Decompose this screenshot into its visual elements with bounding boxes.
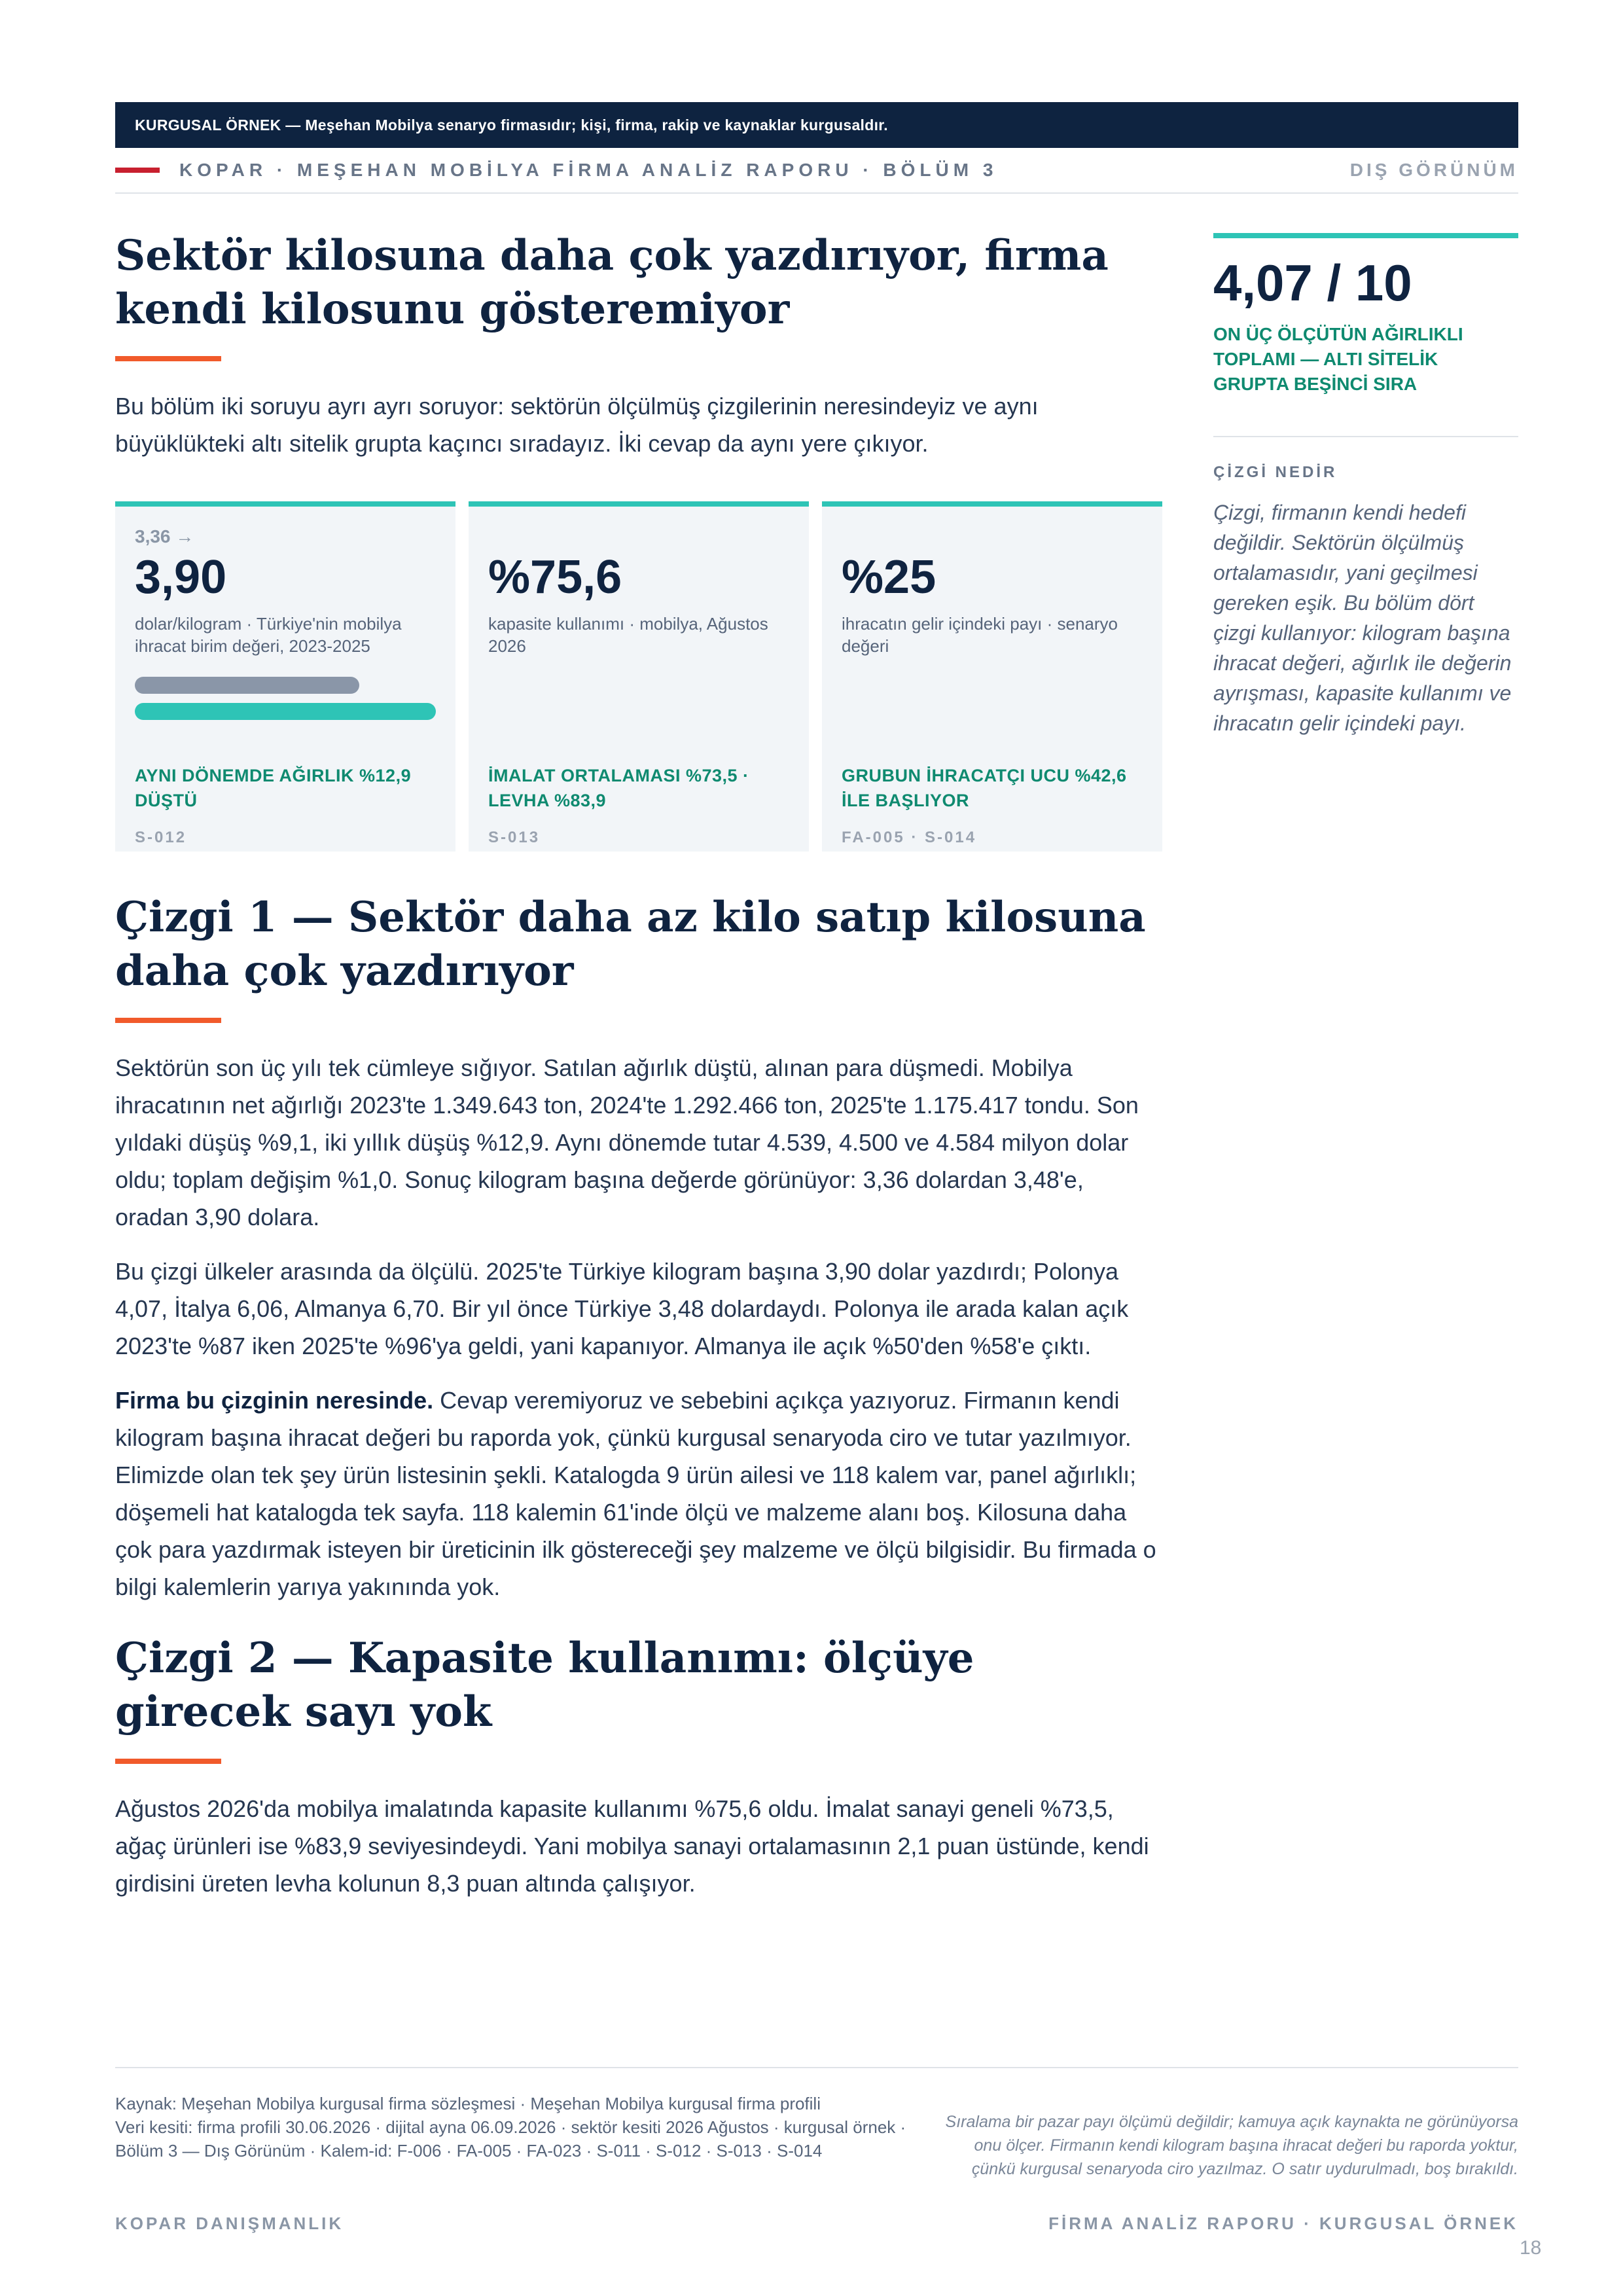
banner-text: KURGUSAL ÖRNEK — Meşehan Mobilya senaryo firmasıdır; kişi, firma, rakip ve kaynaklar kurgusaldır.	[135, 116, 888, 134]
page-footer	[115, 2067, 1518, 2233]
sidebar	[1213, 233, 1518, 738]
kpi-caption: dolar/kilogram · Türkiye'nin mobilya ihracat birim değeri, 2023-2025	[135, 614, 402, 656]
kpi-card-unit-value	[115, 501, 455, 852]
page-title: Sektör kilosuna daha çok yazdırıyor, firma kendi kilosunu gösteremiyor	[115, 231, 1109, 334]
section-heading-line-2: Çizgi 2 — Kapasite kullanımı: ölçüye girecek sayı yok	[115, 1634, 974, 1736]
kpi-caption: kapasite kullanımı · mobilya, Ağustos 2026	[488, 614, 768, 656]
kpi-footnote: GRUBUN İHRACATÇI UCU %42,6 İLE BAŞLIYOR	[842, 766, 1127, 810]
page-number: 18	[1520, 2237, 1542, 2259]
running-head-title: KOPAR · MEŞEHAN MOBİLYA FİRMA ANALİZ RAPORU · BÖLÜM 3	[179, 160, 998, 180]
sidebar-note: Çizgi, firmanın kendi hedefi değildir. Sektörün ölçülmüş ortalamasıdır, yani geçilmesi gereken eşik. Bu bölüm dört çizgi kullanıyor: kilogram başına ihracat değeri, ağırlık ile değerin ayrışması, kapasite kullanımı ve ihracatın gelir içindeki payı.	[1213, 501, 1512, 735]
footer-source-line: Kaynak: Meşehan Mobilya kurgusal firma sözleşmesi · Meşehan Mobilya kurgusal firma profili	[115, 2094, 821, 2113]
kpi-previous-value	[842, 526, 1143, 550]
bar-before	[135, 677, 359, 694]
kpi-cards	[115, 501, 1162, 852]
section-rule	[115, 1018, 221, 1023]
paragraph: Ağustos 2026'da mobilya imalatında kapasite kullanımı %75,6 oldu. İmalat sanayi geneli %73,5, ağaç ürünleri ise %83,9 seviyesindeydi. Yani mobilya sanayi ortalamasının 2,1 puan üstünde, kendi girdisini üreten levha kolunun 8,3 puan altında çalışıyor.	[115, 1795, 1149, 1897]
kpi-value: %25	[842, 551, 936, 603]
kpi-footnote: AYNI DÖNEMDE AĞIRLIK %12,9 DÜŞTÜ	[135, 766, 412, 810]
kpi-caption: ihracatın gelir içindeki payı · senaryo değeri	[842, 614, 1118, 656]
section-1-body	[115, 1049, 1162, 1605]
paragraph: Bu çizgi ülkeler arasında da ölçülü. 2025'te Türkiye kilogram başına 3,90 dolar yazdırdı; Polonya 4,07, İtalya 6,06, Almanya 6,70. Bir yıl önce Türkiye 3,48 dolardaydı. Polonya ile arada kalan açık 2023'te %87 iken 2025'te %96'ya geldi, yani kapanıyor. Almanya ile açık %50'den %58'e çıktı.	[115, 1258, 1129, 1359]
kpi-source-code: S-013	[488, 829, 541, 846]
paragraph: Sektörün son üç yılı tek cümleye sığıyor. Satılan ağırlık düştü, alınan para düşmedi. Mobilya ihracatının net ağırlığı 2023'te 1.349.643 ton, 2024'te 1.292.466 ton, 2025'te 1.175.417 tondu. Son yıldaki düşüş %9,1, iki yıllık düşüş %12,9. Aynı dönemde tutar 4.539, 4.500 ve 4.584 milyon dolar oldu; toplam değişim %1,0. Sonuç kilogram başına değerde görünüyor: 3,36 dolardan 3,48'e, oradan 3,90 dolara.	[115, 1054, 1139, 1230]
footer-report: FİRMA ANALİZ RAPORU · KURGUSAL ÖRNEK	[1048, 2214, 1518, 2233]
kpi-comparison-bars	[135, 677, 436, 720]
paragraph	[115, 1382, 1162, 1605]
fiction-banner	[115, 102, 1518, 148]
running-head	[115, 148, 1518, 194]
paragraph-rest: Cevap veremiyoruz ve sebebini açıkça yazıyoruz. Firmanın kendi kilogram başına ihracat değeri bu raporda yok, çünkü kurgusal senaryoda ciro ve tutar yazılmıyor. Elimizde olan tek şey ürün listesinin şekli. Katalogda 9 ürün ailesi ve 118 kalem var, panel ağırlıklı; döşemeli hat katalogda tek sayfa. 118 kalemin 61'inde ölçü ve malzeme alanı boş. Kilosuna daha çok para yazdırmak isteyen bir üreticinin ilk göstereceği şey malzeme ve ölçü bilgisidir. Bu firmada o bilgi kalemlerin yarıya yakınında yok.	[115, 1387, 1156, 1600]
sidebar-divider	[1213, 436, 1518, 437]
paragraph-lead: Firma bu çizginin neresinde.	[115, 1387, 434, 1414]
kpi-value: 3,90	[135, 551, 227, 603]
footer-org: KOPAR DANIŞMANLIK	[115, 2214, 344, 2233]
sidebar-accent	[1213, 233, 1518, 238]
running-head-accent	[115, 168, 160, 173]
main-column	[115, 229, 1162, 1902]
kpi-source-code: FA-005 · S-014	[842, 829, 977, 846]
section-2-body	[115, 1790, 1162, 1902]
footer-sources	[115, 2092, 920, 2162]
lede-paragraph: Bu bölüm iki soruyu ayrı ayrı soruyor: sektörün ölçülmüş çizgilerinin neresindeyiz ve aynı büyüklükteki altı sitelik grupta kaçıncı sıradayız. İki cevap da aynı yere çıkıyor.	[115, 393, 1039, 457]
section-rule	[115, 1759, 221, 1764]
section-heading-line-1: Çizgi 1 — Sektör daha az kilo satıp kilosuna daha çok yazdırıyor	[115, 893, 1146, 996]
score-value: 4,07 / 10	[1213, 254, 1412, 312]
kpi-source-code: S-012	[135, 829, 187, 846]
title-rule	[115, 356, 221, 361]
running-head-section: DIŞ GÖRÜNÜM	[1349, 160, 1518, 180]
kpi-footnote: İMALAT ORTALAMASI %73,5 · LEVHA %83,9	[488, 766, 749, 810]
kpi-value: %75,6	[488, 551, 622, 603]
kpi-previous-value: 3,36 →	[135, 526, 194, 547]
score-caption: ON ÜÇ ÖLÇÜTÜN AĞIRLIKLI TOPLAMI — ALTI SİTELİK GRUPTA BEŞİNCİ SIRA	[1213, 324, 1463, 394]
footer-source-line: Veri kesiti: firma profili 30.06.2026 · dijital ayna 06.09.2026 · sektör kesiti 2026 Ağustos · kurgusal örnek · Bölüm 3 — Dış Görünüm · Kalem-id: F-006 · FA-005 · FA-023 · S-011 · S-012 · S-013 · S-014	[115, 2117, 906, 2161]
kpi-card-capacity	[469, 501, 809, 852]
kpi-card-export-share	[822, 501, 1162, 852]
footer-disclaimer: Sıralama bir pazar payı ölçümü değildir; kamuya açık kaynakta ne görünüyorsa onu ölçer. Firmanın kendi kilogram başına ihracat değeri bu raporda yoktur, çünkü kurgusal senaryoda ciro yazılmaz. O satır uydurulmadı, boş bırakıldı.	[945, 2113, 1518, 2178]
sidebar-label: ÇİZGİ NEDİR	[1213, 463, 1338, 481]
bar-after	[135, 703, 436, 720]
kpi-previous-value	[488, 526, 789, 550]
